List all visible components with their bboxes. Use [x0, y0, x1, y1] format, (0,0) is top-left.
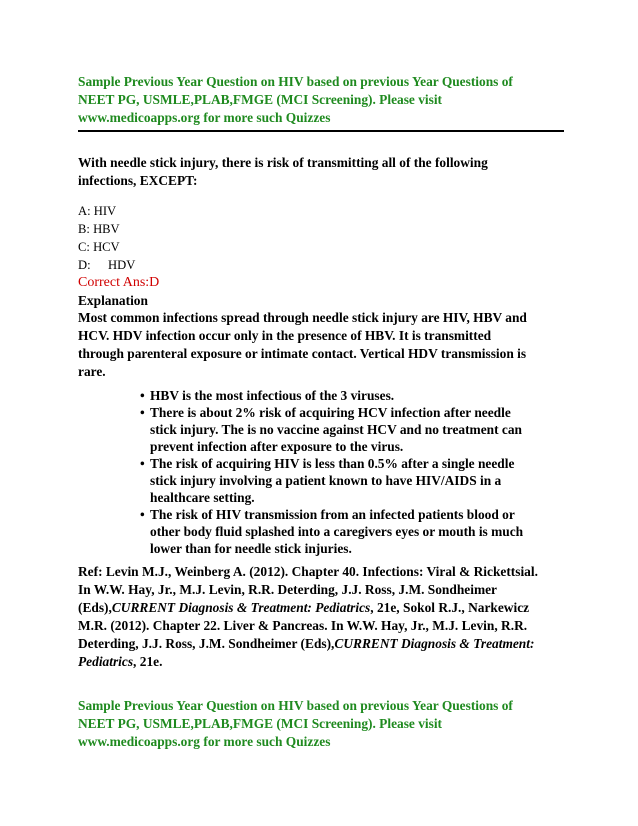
list-item: • The risk of acquiring HIV is less than 0.5% after a single needle stick injury involving a patient known to have HIV/AIDS in a healthcare setting.	[140, 456, 515, 505]
list-item: • There is about 2% risk of acquiring HCV infection after needle stick injury. The is no vaccine against HCV and no treatment can prevent infection after exposure to the virus.	[140, 405, 522, 454]
footer-line-1: Sample Previous Year Question on HIV based on previous Year Questions of	[78, 698, 513, 713]
footer-notice	[78, 697, 564, 751]
header-notice	[78, 73, 564, 127]
option-a: A: HIV	[78, 204, 117, 218]
explanation-points	[78, 387, 564, 557]
list-item: • HBV is the most infectious of the 3 viruses.	[140, 388, 395, 403]
option-d: D: HDV	[78, 258, 136, 272]
bullet-icon: •	[140, 507, 145, 522]
options-list	[78, 202, 564, 274]
explanation-title: Explanation	[78, 293, 148, 308]
footer-line-2: NEET PG, USMLE,PLAB,FMGE (MCI Screening). Please visit	[78, 716, 443, 731]
header-line-1: Sample Previous Year Question on HIV based on previous Year Questions of	[78, 74, 513, 89]
footer-link-line[interactable]: www.medicoapps.org for more such Quizzes	[78, 734, 331, 749]
bullet-icon: •	[140, 405, 145, 420]
explanation-body: Most common infections spread through needle stick injury are HIV, HBV and HCV. HDV infection occur only in the presence of HBV. It is transmitted through parenteral exposure or intimate contact. Vertical HDV transmission is rare.	[78, 310, 527, 379]
question-line-2: infections, EXCEPT:	[78, 173, 198, 188]
option-b: B: HBV	[78, 222, 120, 236]
list-item: • The risk of HIV transmission from an infected patients blood or other body fluid splashed into a caregivers eyes or mouth is much lower than for needle stick injuries.	[140, 507, 524, 556]
question-text	[78, 154, 564, 190]
option-c: C: HCV	[78, 240, 120, 254]
reference-citation: Ref: Levin M.J., Weinberg A. (2012). Chapter 40. Infections: Viral & Rickettsial. In W.W. Hay, Jr., M.J. Levin, R.R. Deterding, J.J. Ross, J.M. Sondheimer (Eds),CURRENT Diagnosis & Treatment: Pediatrics, 21e, Sokol R.J., Narkewicz M.R. (2012). Chapter 22. Liver & Pancreas. In W.W. Hay, Jr., M.J. Levin, R.R. Deterding, J.J. Ross, J.M. Sondheimer (Eds),CURRENT Diagnosis & Treatment: Pediatrics, 21e.	[78, 564, 538, 669]
header-link-line[interactable]: www.medicoapps.org for more such Quizzes	[78, 110, 331, 125]
document-page	[78, 73, 564, 751]
header-divider	[78, 130, 564, 132]
bullet-icon: •	[140, 388, 145, 403]
bullet-icon: •	[140, 456, 145, 471]
correct-answer: Correct Ans:D	[78, 275, 160, 290]
question-line-1: With needle stick injury, there is risk of transmitting all of the following	[78, 155, 488, 170]
header-line-2: NEET PG, USMLE,PLAB,FMGE (MCI Screening). Please visit	[78, 92, 443, 107]
